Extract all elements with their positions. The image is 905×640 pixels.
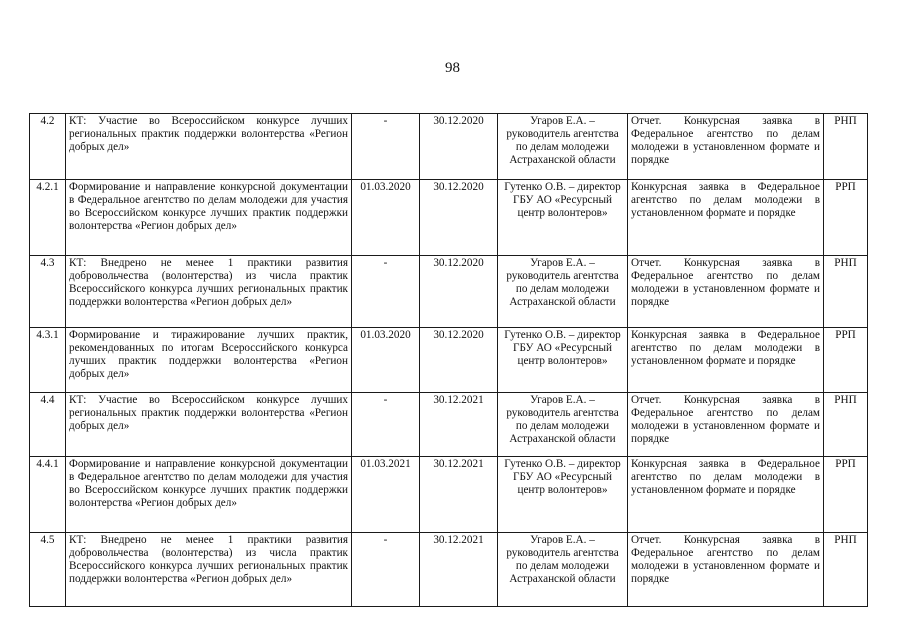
start-date: -	[352, 256, 420, 328]
end-date: 30.12.2020	[420, 256, 498, 328]
responsible: Гутенко О.В. – директор ГБУ АО «Ресурсный центр волонтеров»	[498, 180, 628, 256]
start-date: -	[352, 533, 420, 607]
result: Отчет. Конкурсная заявка в Федеральное агентство по делам молодежи в установленном формате и порядке	[628, 393, 824, 457]
task-name: КТ: Участие во Всероссийском конкурсе лучших региональных практик поддержки волонтерства «Регион добрых дел»	[66, 393, 352, 457]
control-level: РРП	[824, 328, 868, 393]
task-name: Формирование и тиражирование лучших практик, рекомендованных по итогам Всероссийского конкурса лучших практик поддержки волонтерства «Регион добрых дел»	[66, 328, 352, 393]
control-level: РНП	[824, 533, 868, 607]
table-row	[30, 256, 868, 328]
task-name: Формирование и направление конкурсной документации в Федеральное агентство по делам молодежи для участия во Всероссийском конкурсе лучших практик поддержки волонтерства «Регион добрых дел»	[66, 457, 352, 533]
task-name: Формирование и направление конкурсной документации в Федеральное агентство по делам молодежи для участия во Всероссийском конкурсе лучших практик поддержки волонтерства «Регион добрых дел»	[66, 180, 352, 256]
row-number: 4.2.1	[30, 180, 66, 256]
row-number: 4.4.1	[30, 457, 66, 533]
responsible: Угаров Е.А. – руководитель агентства по делам молодежи Астраханской области	[498, 393, 628, 457]
responsible: Угаров Е.А. – руководитель агентства по делам молодежи Астраханской области	[498, 256, 628, 328]
task-name: КТ: Внедрено не менее 1 практики развития добровольчества (волонтерства) из числа практик Всероссийского конкурса лучших региональных практик поддержки волонтерства «Регион добрых дел»	[66, 256, 352, 328]
table-row	[30, 533, 868, 607]
table-row	[30, 328, 868, 393]
table-row	[30, 114, 868, 180]
result: Конкурсная заявка в Федеральное агентство по делам молодежи в установленном формате и порядке	[628, 457, 824, 533]
control-level: РНП	[824, 256, 868, 328]
row-number: 4.5	[30, 533, 66, 607]
start-date: 01.03.2021	[352, 457, 420, 533]
responsible: Гутенко О.В. – директор ГБУ АО «Ресурсный центр волонтеров»	[498, 457, 628, 533]
table-row	[30, 457, 868, 533]
end-date: 30.12.2021	[420, 533, 498, 607]
start-date: 01.03.2020	[352, 180, 420, 256]
end-date: 30.12.2020	[420, 328, 498, 393]
control-level: РРП	[824, 180, 868, 256]
page-number: 98	[445, 60, 460, 76]
control-level: РРП	[824, 457, 868, 533]
row-number: 4.4	[30, 393, 66, 457]
start-date: -	[352, 393, 420, 457]
result: Отчет. Конкурсная заявка в Федеральное агентство по делам молодежи в установленном формате и порядке	[628, 114, 824, 180]
result: Конкурсная заявка в Федеральное агентство по делам молодежи в установленном формате и порядке	[628, 328, 824, 393]
start-date: -	[352, 114, 420, 180]
end-date: 30.12.2021	[420, 457, 498, 533]
table-row	[30, 180, 868, 256]
result: Конкурсная заявка в Федеральное агентство по делам молодежи в установленном формате и порядке	[628, 180, 824, 256]
result: Отчет. Конкурсная заявка в Федеральное агентство по делам молодежи в установленном формате и порядке	[628, 533, 824, 607]
result: Отчет. Конкурсная заявка в Федеральное агентство по делам молодежи в установленном формате и порядке	[628, 256, 824, 328]
row-number: 4.2	[30, 114, 66, 180]
row-number: 4.3.1	[30, 328, 66, 393]
responsible: Угаров Е.А. – руководитель агентства по делам молодежи Астраханской области	[498, 114, 628, 180]
end-date: 30.12.2021	[420, 393, 498, 457]
end-date: 30.12.2020	[420, 180, 498, 256]
end-date: 30.12.2020	[420, 114, 498, 180]
task-name: КТ: Внедрено не менее 1 практики развития добровольчества (волонтерства) из числа практик Всероссийского конкурса лучших региональных практик поддержки волонтерства «Регион добрых дел»	[66, 533, 352, 607]
control-level: РНП	[824, 393, 868, 457]
control-level: РНП	[824, 114, 868, 180]
table-row	[30, 393, 868, 457]
responsible: Угаров Е.А. – руководитель агентства по делам молодежи Астраханской области	[498, 533, 628, 607]
plan-table	[29, 113, 868, 607]
start-date: 01.03.2020	[352, 328, 420, 393]
task-name: КТ: Участие во Всероссийском конкурсе лучших региональных практик поддержки волонтерства «Регион добрых дел»	[66, 114, 352, 180]
row-number: 4.3	[30, 256, 66, 328]
responsible: Гутенко О.В. – директор ГБУ АО «Ресурсный центр волонтеров»	[498, 328, 628, 393]
